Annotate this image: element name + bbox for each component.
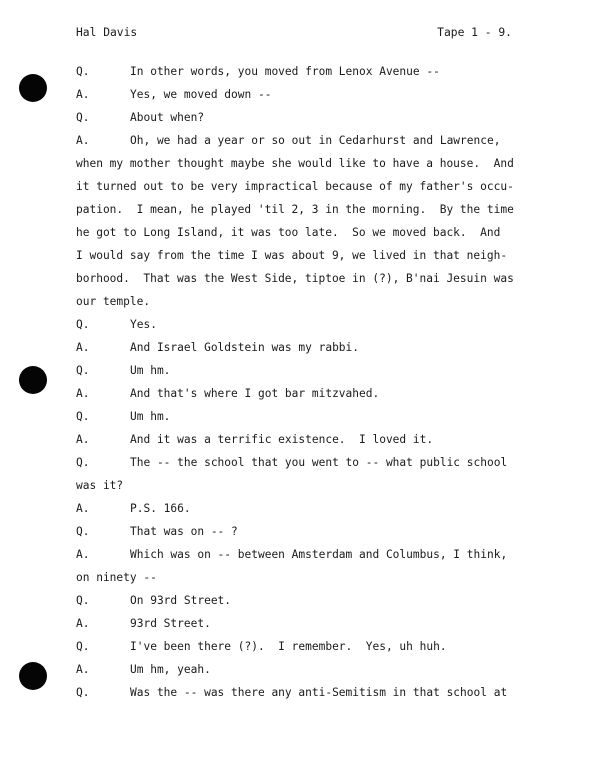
line-text: Yes, we moved down -- xyxy=(130,88,272,101)
transcript-line xyxy=(76,428,526,451)
line-text: Oh, we had a year or so out in Cedarhurst and Lawrence, xyxy=(130,134,501,147)
line-text: Was the -- was there any anti-Semitism in that school at xyxy=(130,686,508,699)
speaker-label: Q. xyxy=(76,525,90,538)
speaker-label: Q. xyxy=(76,456,90,469)
transcript-line xyxy=(76,520,526,543)
transcript-line xyxy=(76,566,526,589)
transcript-line xyxy=(76,267,526,290)
line-text: our temple. xyxy=(76,295,151,308)
line-text: pation. I mean, he played 'til 2, 3 in the morning. By the time xyxy=(76,203,514,216)
line-text: Yes. xyxy=(130,318,157,331)
transcript-line xyxy=(76,658,526,681)
speaker-label: A. xyxy=(76,88,90,101)
speaker-label: Q. xyxy=(76,410,90,423)
line-text: borhood. That was the West Side, tiptoe in (?), B'nai Jesuin was xyxy=(76,272,514,285)
transcript-line xyxy=(76,451,526,474)
speaker-label: A. xyxy=(76,548,90,561)
speaker-label: Q. xyxy=(76,318,90,331)
transcript-line xyxy=(76,336,526,359)
transcript-line xyxy=(76,635,526,658)
speaker-label: A. xyxy=(76,134,90,147)
transcript-line xyxy=(76,83,526,106)
transcript-line xyxy=(76,405,526,428)
punch-hole xyxy=(19,662,47,690)
transcript-line xyxy=(76,681,526,704)
transcript-line xyxy=(76,543,526,566)
speaker-label: Q. xyxy=(76,111,90,124)
line-text: And it was a terrific existence. I loved it. xyxy=(130,433,434,446)
line-text: That was on -- ? xyxy=(130,525,238,538)
line-text: when my mother thought maybe she would like to have a house. And xyxy=(76,157,514,170)
line-text: I've been there (?). I remember. Yes, uh huh. xyxy=(130,640,447,653)
speaker-label: A. xyxy=(76,387,90,400)
line-text: Um hm. xyxy=(130,410,171,423)
line-text: Um hm. xyxy=(130,364,171,377)
line-text: was it? xyxy=(76,479,124,492)
transcript-line xyxy=(76,359,526,382)
line-text: P.S. 166. xyxy=(130,502,191,515)
transcript-line xyxy=(76,612,526,635)
line-text: On 93rd Street. xyxy=(130,594,232,607)
line-text: The -- the school that you went to -- what public school xyxy=(130,456,508,469)
speaker-label: A. xyxy=(76,341,90,354)
transcript-line xyxy=(76,474,526,497)
speaker-label: Q. xyxy=(76,594,90,607)
transcript-line xyxy=(76,589,526,612)
line-text: I would say from the time I was about 9, we lived in that neigh- xyxy=(76,249,508,262)
transcript-line xyxy=(76,175,526,198)
line-text: it turned out to be very impractical because of my father's occu- xyxy=(76,180,514,193)
speaker-label: A. xyxy=(76,617,90,630)
transcript-line xyxy=(76,106,526,129)
transcript-line xyxy=(76,244,526,267)
line-text: on ninety -- xyxy=(76,571,157,584)
transcript-line xyxy=(76,152,526,175)
transcript xyxy=(76,60,526,704)
punch-hole xyxy=(19,74,47,102)
speaker-label: Q. xyxy=(76,686,90,699)
speaker-label: A. xyxy=(76,502,90,515)
page-header xyxy=(76,25,512,41)
line-text: 93rd Street. xyxy=(130,617,211,630)
transcript-line xyxy=(76,382,526,405)
speaker-label: A. xyxy=(76,663,90,676)
interviewee-name: Hal Davis xyxy=(76,26,138,39)
transcript-line xyxy=(76,290,526,313)
line-text: About when? xyxy=(130,111,205,124)
transcript-line xyxy=(76,198,526,221)
transcript-line xyxy=(76,313,526,336)
speaker-label: A. xyxy=(76,433,90,446)
speaker-label: Q. xyxy=(76,364,90,377)
line-text: And Israel Goldstein was my rabbi. xyxy=(130,341,360,354)
punch-hole xyxy=(19,366,47,394)
transcript-line xyxy=(76,129,526,152)
tape-number: Tape 1 - 9. xyxy=(437,26,512,39)
transcript-line xyxy=(76,221,526,244)
transcript-line xyxy=(76,497,526,520)
line-text: And that's where I got bar mitzvahed. xyxy=(130,387,380,400)
line-text: In other words, you moved from Lenox Avenue -- xyxy=(130,65,440,78)
line-text: he got to Long Island, it was too late. So we moved back. And xyxy=(76,226,501,239)
line-text: Which was on -- between Amsterdam and Columbus, I think, xyxy=(130,548,508,561)
line-text: Um hm, yeah. xyxy=(130,663,211,676)
speaker-label: Q. xyxy=(76,640,90,653)
transcript-line xyxy=(76,60,526,83)
speaker-label: Q. xyxy=(76,65,90,78)
